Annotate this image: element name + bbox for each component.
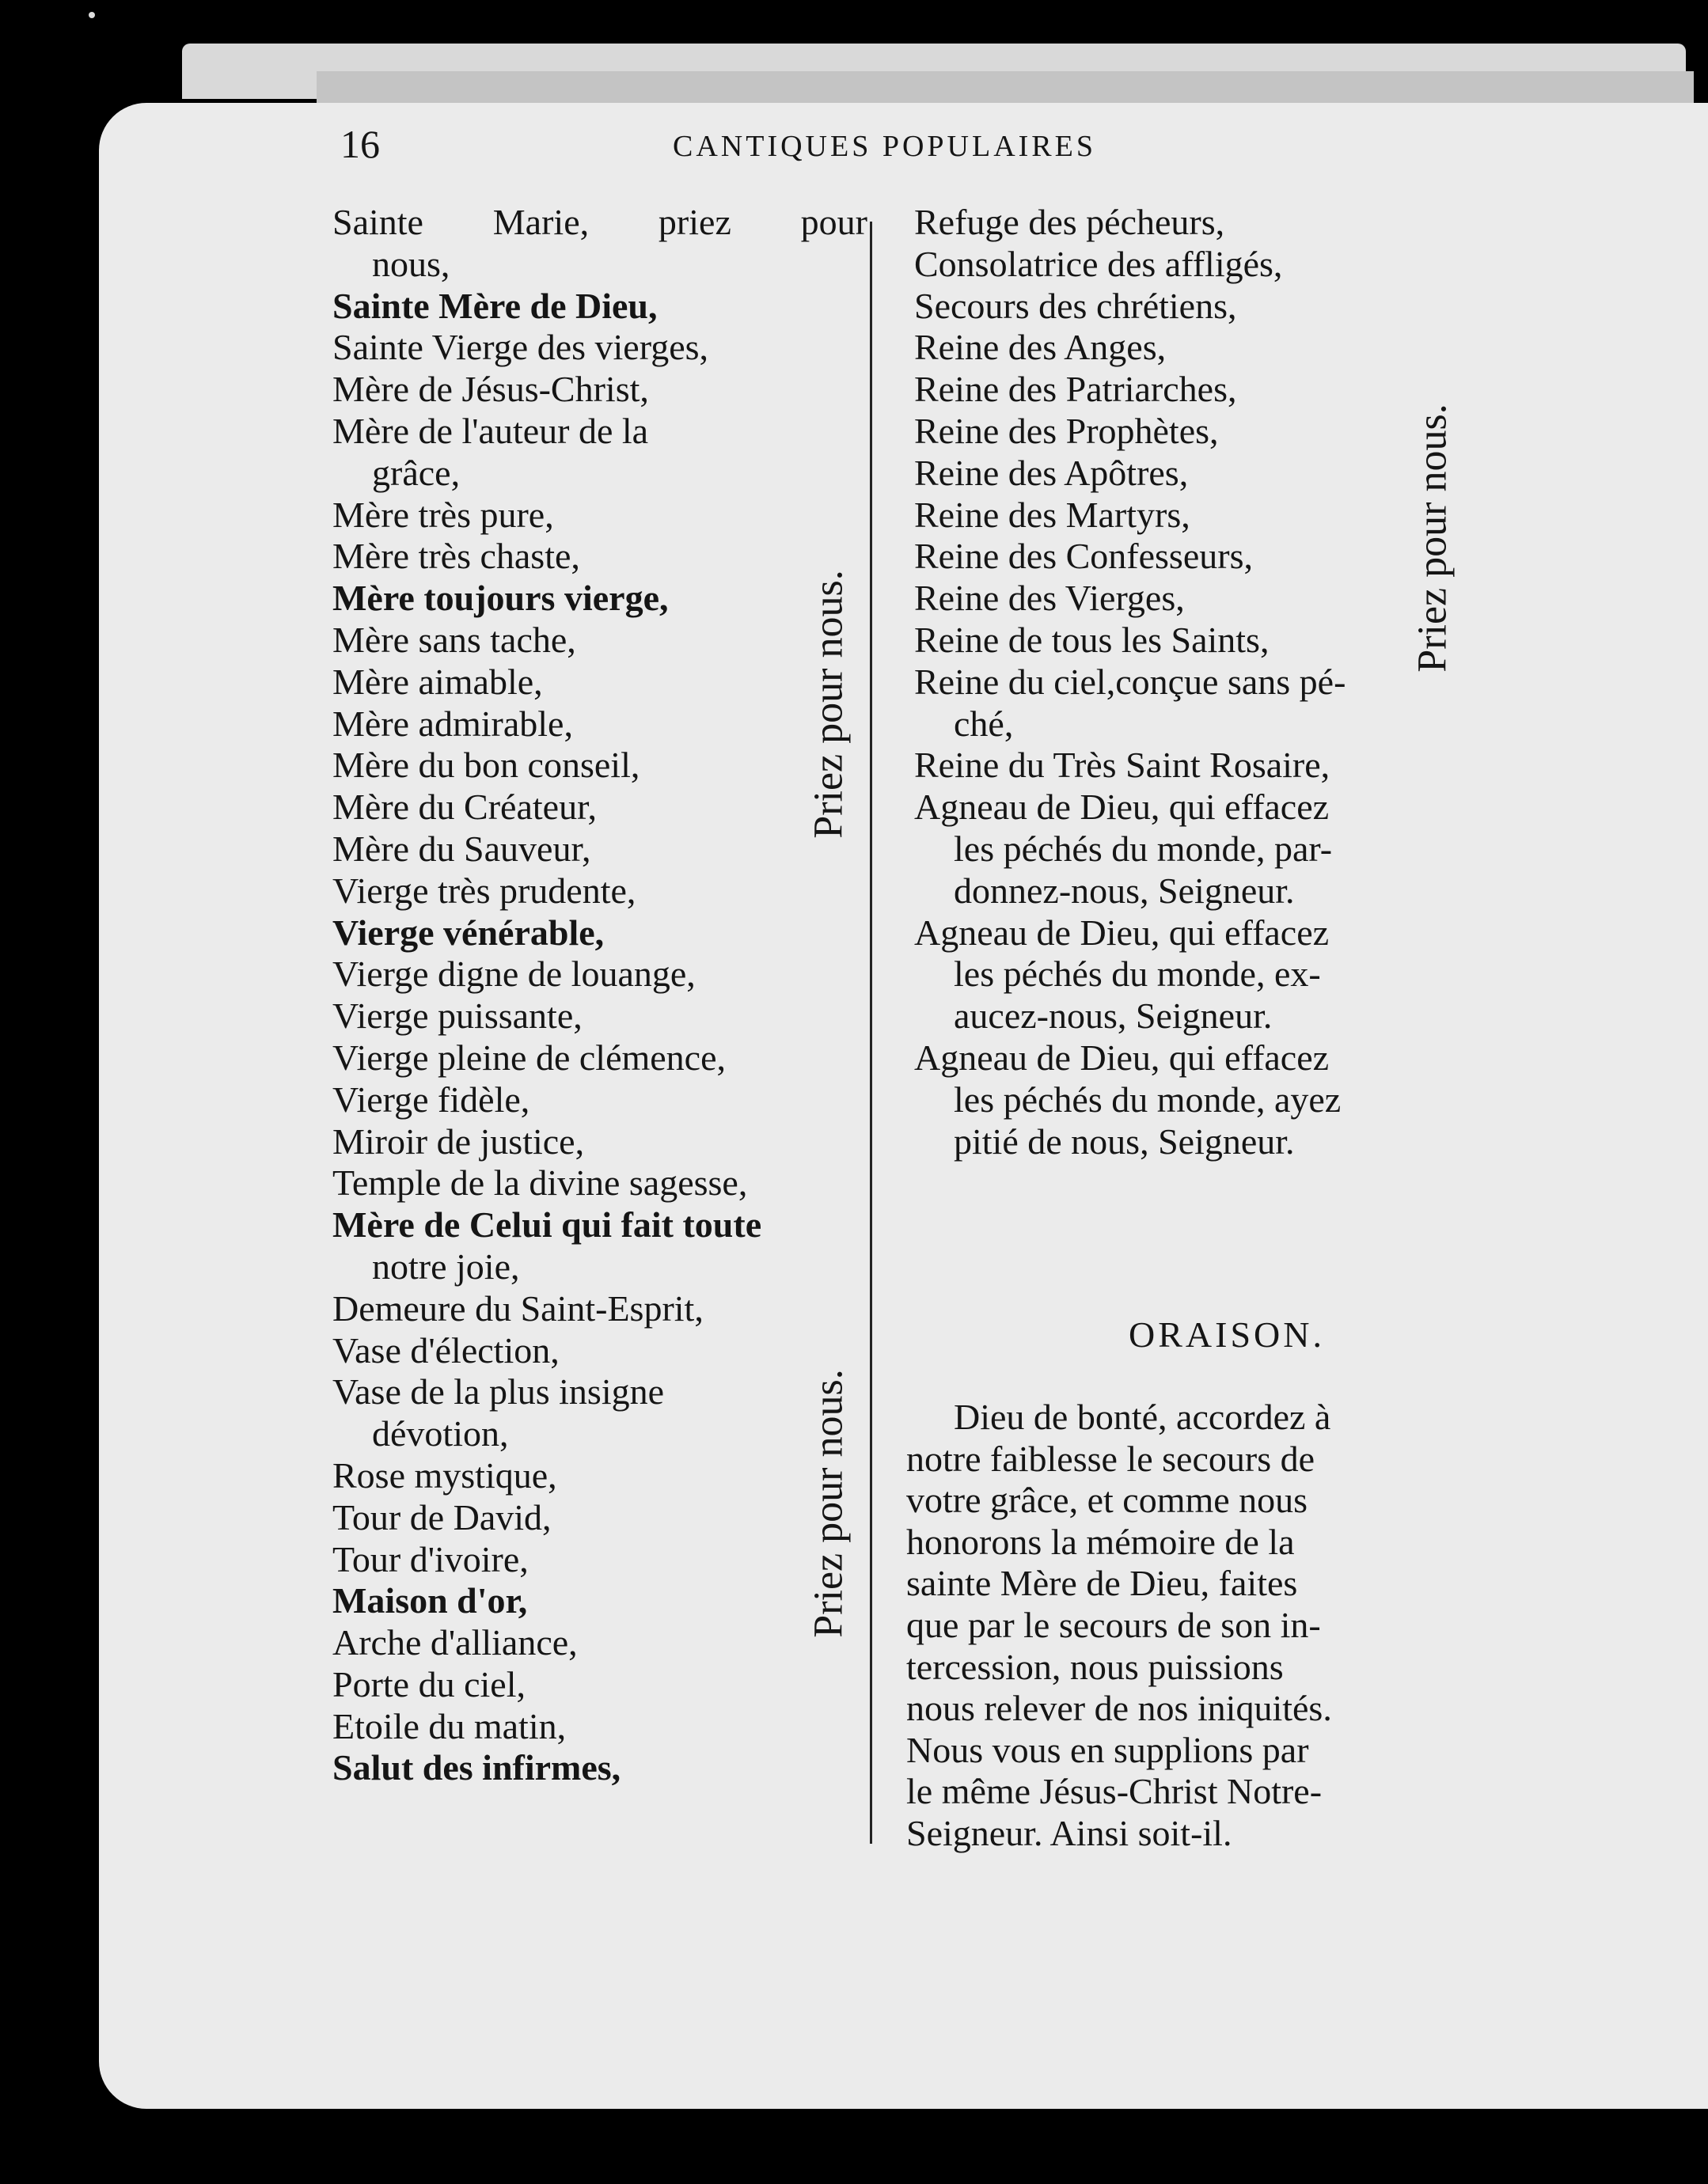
litany-line: Demeure du Saint-Esprit, [332, 1287, 704, 1329]
prayer-line: nous relever de nos iniquités. [906, 1688, 1332, 1729]
litany-line: Reine des Confesseurs, [914, 536, 1253, 577]
litany-line: Mère aimable, [332, 661, 543, 702]
litany-line: Mère de Jésus-Christ, [332, 369, 649, 410]
litany-line: Vierge digne de louange, [332, 954, 696, 995]
litany-line: grâce, [372, 452, 461, 493]
litany-line: Reine des Vierges, [914, 578, 1185, 619]
litany-line: les péchés du monde, ayez [954, 1079, 1342, 1120]
underlying-page-edge-shadow [317, 71, 1694, 107]
litany-line: Refuge des pécheurs, [914, 202, 1225, 242]
prayer-line: Seigneur. Ainsi soit-il. [906, 1812, 1232, 1853]
litany-word: priez [658, 202, 731, 242]
column-divider [870, 222, 872, 1844]
litany-word: Sainte [332, 202, 423, 242]
prayer-paragraph [906, 1397, 1539, 1855]
litany-line: Reine du ciel,conçue sans pé- [914, 661, 1346, 702]
litany-line: Mère admirable, [332, 703, 573, 744]
prayer-line: Dieu de bonté, accordez à [954, 1397, 1331, 1437]
litany-line: Mère de l'auteur de la [332, 410, 649, 451]
litany-line: nous, [372, 243, 450, 284]
litany-line: Reine des Martyrs, [914, 494, 1190, 535]
litany-line: Vierge pleine de clémence, [332, 1037, 727, 1078]
litany-line: pitié de nous, Seigneur. [954, 1120, 1295, 1162]
litany-line [332, 202, 867, 244]
litany-line: Vierge puissante, [332, 995, 583, 1037]
litany-line: Vierge très prudente, [332, 870, 636, 911]
litany-line: Reine des Apôtres, [914, 452, 1189, 493]
litany-line: Mère du Sauveur, [332, 828, 591, 869]
litany-line: Reine des Prophètes, [914, 410, 1219, 451]
litany-line: Mère très pure, [332, 494, 554, 535]
litany-line: Sainte Vierge des vierges, [332, 327, 709, 368]
litany-line: Mère du bon conseil, [332, 745, 640, 786]
litany-line: Secours des chrétiens, [914, 285, 1237, 326]
litany-line: Agneau de Dieu, qui effacez [914, 912, 1330, 953]
litany-line: Reine du Très Saint Rosaire, [914, 745, 1330, 786]
litany-line: Vierge vénérable, [332, 912, 605, 953]
litany-line: Porte du ciel, [332, 1663, 526, 1704]
litany-line: Mère toujours vierge, [332, 578, 669, 619]
litany-line: Agneau de Dieu, qui effacez [914, 787, 1330, 828]
prayer-line: tercession, nous puissions [906, 1646, 1284, 1687]
litany-line: Mère du Créateur, [332, 787, 598, 828]
litany-line: Arche d'alliance, [332, 1622, 578, 1663]
litany-line: Reine de tous les Saints, [914, 619, 1270, 660]
refrain-vertical: Priez pour nous. [806, 1369, 852, 1638]
litany-line: Tour d'ivoire, [332, 1538, 529, 1579]
litany-right-column [914, 202, 1547, 1162]
litany-word: Marie, [492, 202, 590, 242]
prayer-line: le même Jésus-Christ Notre- [906, 1771, 1323, 1812]
litany-line: Etoile du matin, [332, 1705, 567, 1746]
litany-line: Reine des Anges, [914, 327, 1167, 368]
litany-line: donnez-nous, Seigneur. [954, 870, 1295, 911]
litany-line: dévotion, [372, 1413, 509, 1454]
litany-line: Vase de la plus insigne [332, 1371, 665, 1412]
prayer-line: Nous vous en supplions par [906, 1729, 1309, 1770]
litany-line: Mère sans tache, [332, 619, 576, 660]
litany-line: ché, [954, 703, 1014, 744]
prayer-line: sainte Mère de Dieu, faites [906, 1563, 1298, 1604]
litany-line: les péchés du monde, ex- [954, 954, 1321, 995]
litany-line: Salut des infirmes, [332, 1747, 621, 1788]
litany-line: Miroir de justice, [332, 1120, 585, 1162]
prayer-line: honorons la mémoire de la [906, 1521, 1295, 1562]
prayer-line: que par le secours de son in- [906, 1604, 1321, 1645]
litany-line: Vierge fidèle, [332, 1079, 530, 1120]
litany-line: Mère de Celui qui fait toute [332, 1204, 762, 1246]
page-number: 16 [340, 122, 380, 166]
litany-line: Agneau de Dieu, qui effacez [914, 1037, 1330, 1078]
litany-line: Vase d'élection, [332, 1329, 560, 1371]
litany-line: aucez-nous, Seigneur. [954, 995, 1273, 1037]
oraison-heading: ORAISON. [1129, 1314, 1325, 1355]
litany-line: Temple de la divine sagesse, [332, 1162, 748, 1204]
scan-speck [89, 12, 95, 18]
litany-line: Reine des Patriarches, [914, 369, 1237, 410]
running-header [0, 115, 1708, 178]
header-title: CANTIQUES POPULAIRES [673, 130, 1096, 163]
refrain-vertical: Priez pour nous. [1410, 404, 1456, 673]
litany-line: Rose mystique, [332, 1454, 557, 1496]
litany-line: Tour de David, [332, 1496, 552, 1538]
litany-line: Maison d'or, [332, 1580, 528, 1621]
litany-line: notre joie, [372, 1246, 520, 1287]
litany-word: pour [800, 202, 867, 242]
litany-line: Consolatrice des affligés, [914, 243, 1283, 284]
litany-line: Sainte Mère de Dieu, [332, 285, 658, 326]
litany-line: les péchés du monde, par- [954, 828, 1333, 869]
refrain-vertical: Priez pour nous. [806, 570, 852, 839]
litany-line: Mère très chaste, [332, 536, 580, 577]
prayer-line: votre grâce, et comme nous [906, 1480, 1308, 1521]
prayer-line: notre faiblesse le secours de [906, 1438, 1315, 1479]
